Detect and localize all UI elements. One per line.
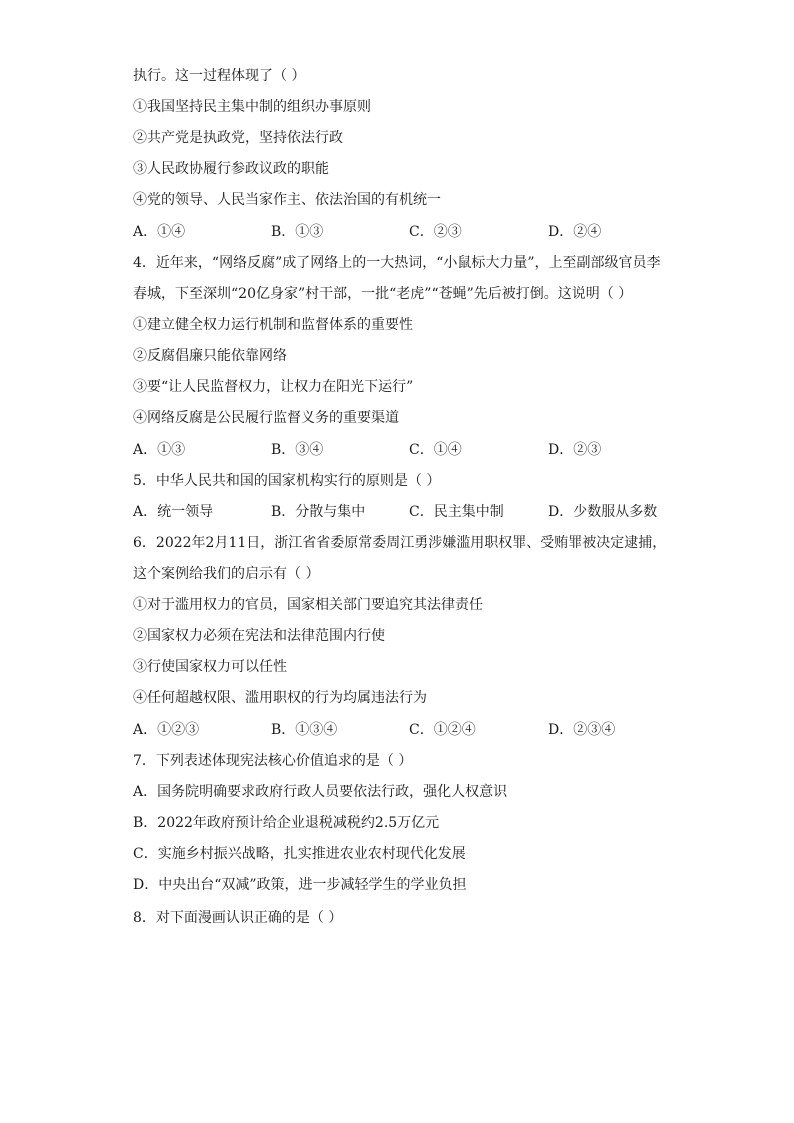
q7-option-a: A．国务院明确要求政府行政人员要依法行政，强化人权意识 (133, 784, 508, 800)
q3-option-d: D．②④ (548, 224, 602, 240)
q4-statement-4: ④网络反腐是公民履行监督义务的重要渠道 (133, 410, 399, 426)
q3-options (133, 222, 693, 242)
q6-option-d: D．②③④ (548, 722, 616, 738)
question-3-stem-end: 执行。这一过程体现了（ ） (133, 68, 306, 84)
q6-statement-1: ①对于滥用权力的官员，国家相关部门要追究其法律责任 (133, 597, 483, 613)
q3-statement-3: ③人民政协履行参政议政的职能 (133, 161, 329, 177)
q6-options (133, 720, 693, 740)
question-4-stem-line-1: 4．近年来，“网络反腐”成了网络上的一大热词，“小鼠标大力量”，上至副部级官员李 (133, 255, 661, 271)
q3-statement-2: ②共产党是执政党，坚持依法行政 (133, 130, 343, 146)
question-5-stem: 5．中华人民共和国的国家机构实行的原则是（ ） (133, 473, 441, 489)
q5-option-a: A．统一领导 (133, 504, 214, 520)
q4-statement-2: ②反腐倡廉只能依靠网络 (133, 348, 287, 364)
q4-statement-1: ①建立健全权力运行机制和监督体系的重要性 (133, 317, 413, 333)
question-6-stem-line-1: 6．2022年2月11日，浙江省省委原常委周江勇涉嫌滥用职权罪、受贿罪被决定逮捕， (133, 535, 667, 551)
q4-options (133, 440, 693, 460)
q6-option-b: B．①③④ (271, 722, 338, 738)
q4-statement-3: ③要“让人民监督权力，让权力在阳光下运行” (133, 379, 414, 395)
q6-statement-4: ④任何超越权限、滥用职权的行为均属违法行为 (133, 690, 427, 706)
q5-option-b: B．分散与集中 (271, 504, 366, 520)
question-8-stem: 8．对下面漫画认识正确的是（ ） (133, 910, 343, 926)
q3-statement-1: ①我国坚持民主集中制的组织办事原则 (133, 99, 371, 115)
q7-option-d: D．中央出台“双减”政策，进一步减轻学生的学业负担 (133, 877, 467, 893)
q5-option-d: D．少数服从多数 (548, 504, 658, 520)
q3-option-b: B．①③ (271, 224, 324, 240)
q3-statement-4: ④党的领导、人民当家作主、依法治国的有机统一 (133, 192, 441, 208)
q3-option-a: A．①④ (133, 224, 186, 240)
q7-option-b: B．2022年政府预计给企业退税减税约2.5万亿元 (133, 815, 440, 831)
question-7-stem: 7．下列表述体现宪法核心价值追求的是（ ） (133, 753, 413, 769)
q6-statement-2: ②国家权力必须在宪法和法律范围内行使 (133, 628, 385, 644)
q6-statement-3: ③行使国家权力可以任性 (133, 659, 287, 675)
q4-option-a: A．①③ (133, 442, 186, 458)
q6-option-c: C．①②④ (409, 722, 476, 738)
q6-option-a: A．①②③ (133, 722, 200, 738)
question-6-stem-line-2: 这个案例给我们的启示有（ ） (133, 566, 320, 582)
q5-options (133, 502, 693, 522)
q4-option-c: C．①④ (409, 442, 462, 458)
q5-option-c: C．民主集中制 (409, 504, 504, 520)
q7-option-c: C．实施乡村振兴战略，扎实推进农业农村现代化发展 (133, 846, 466, 862)
question-4-stem-line-2: 春城，下至深圳“20亿身家”村干部，一批“老虎”“苍蝇”先后被打倒。这说明（ ） (133, 286, 633, 302)
q4-option-d: D．②③ (548, 442, 602, 458)
q4-option-b: B．③④ (271, 442, 324, 458)
q3-option-c: C．②③ (409, 224, 462, 240)
